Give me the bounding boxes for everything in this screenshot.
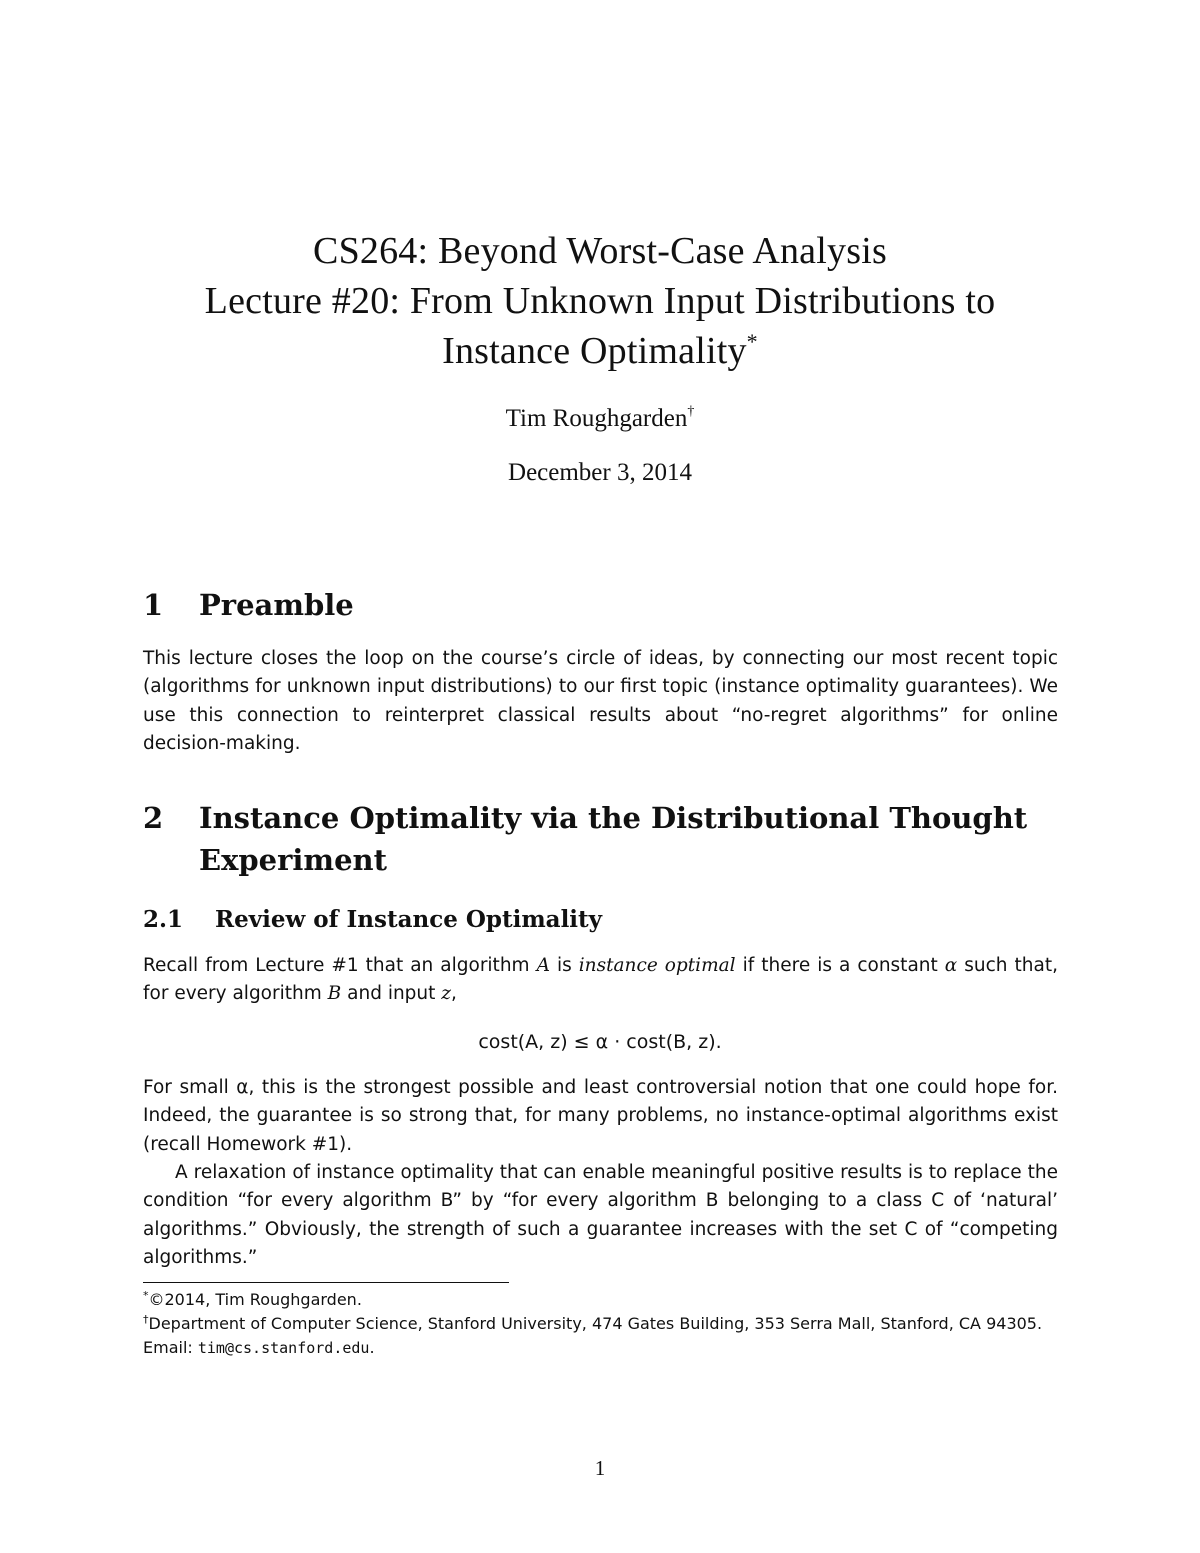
author-name: Tim Roughgarden [505,405,688,432]
section-title-line-2: Experiment [199,843,388,877]
section-number: 2 [143,801,164,835]
author-footnote-mark: † [687,404,695,419]
footnote-rule [143,1282,509,1283]
text-run: and input [341,983,442,1005]
preamble-paragraph: This lecture closes the loop on the course’s circle of ideas, by connecting our most recent topic (algorithms for unknown input distributions) to our first topic (instance optimality guarantees). We use this connection to reinterpret classical results about “no-regret algorithms” for online decision-making. [143,648,1058,754]
author [0,403,1200,435]
subsection-heading-2-1 [143,903,1063,937]
page-number: 1 [594,1456,606,1480]
strongest-notion-paragraph: For small α, this is the strongest possible and least controversial notion that one could hope for. Indeed, the guarantee is so strong that, for many problems, no instance-optimal algorithms exist (recall Homework #1). [143,1077,1058,1155]
footnote-affiliation [143,1312,1058,1360]
text-run: , [451,983,457,1005]
relaxation-paragraph: A relaxation of instance optimality that can enable meaningful positive results is to replace the condition “for every algorithm B” by “for every algorithm B belonging to a class C of ‘natural’ algorithms.” Obviously, the strength of such a guarantee increases with the set C of “competing algorithms.” [143,1162,1058,1268]
math-symbol: α [944,955,958,976]
subsection-title: Review of Instance Optimality [215,906,603,933]
email-address: tim@cs.stanford.edu [197,1339,370,1357]
math-symbol: A [536,955,550,976]
subsection-number: 2.1 [143,906,184,933]
date: December 3, 2014 [508,459,692,486]
text-run: if there is a constant [735,955,945,976]
title-line-3 [0,326,1200,376]
title-block [0,226,1200,376]
equation-instance-optimality: cost(A, z) ≤ α · cost(B, z). [478,1031,722,1053]
title-line-2: Lecture #20: From Unknown Input Distributions to [204,280,996,322]
recall-paragraph [143,952,1058,1009]
text-run: such that, for every algorithm [143,955,1058,1005]
section-heading-1 [143,584,1063,626]
math-symbol: B [327,983,342,1005]
footnote-text: Department of Computer Science, Stanford University, 474 Gates Building, 353 Serra Mall, Stanford, CA 94305. Email: [143,1314,1043,1357]
footnote-mark: * [143,1289,149,1302]
footnote-copyright [143,1288,1058,1312]
title-footnote-mark: * [746,329,758,354]
section-heading-2 [143,797,1063,881]
math-symbol: z [441,983,452,1005]
section-title-line-1: Instance Optimality via the Distributional Thought [199,801,1028,835]
emphasis: instance optimal [578,955,736,976]
text-run: Recall from Lecture #1 that an algorithm [143,955,537,976]
title-line-1: CS264: Beyond Worst-Case Analysis [313,230,887,272]
footnote-end: . [369,1338,375,1357]
title-line-3-text: Instance Optimality [442,330,747,372]
section-title: Preamble [199,588,354,622]
section-number: 1 [143,588,164,622]
text-run: is [549,955,579,976]
footnote-mark: † [143,1313,149,1326]
footnote-text: ©2014, Tim Roughgarden. [148,1290,362,1309]
